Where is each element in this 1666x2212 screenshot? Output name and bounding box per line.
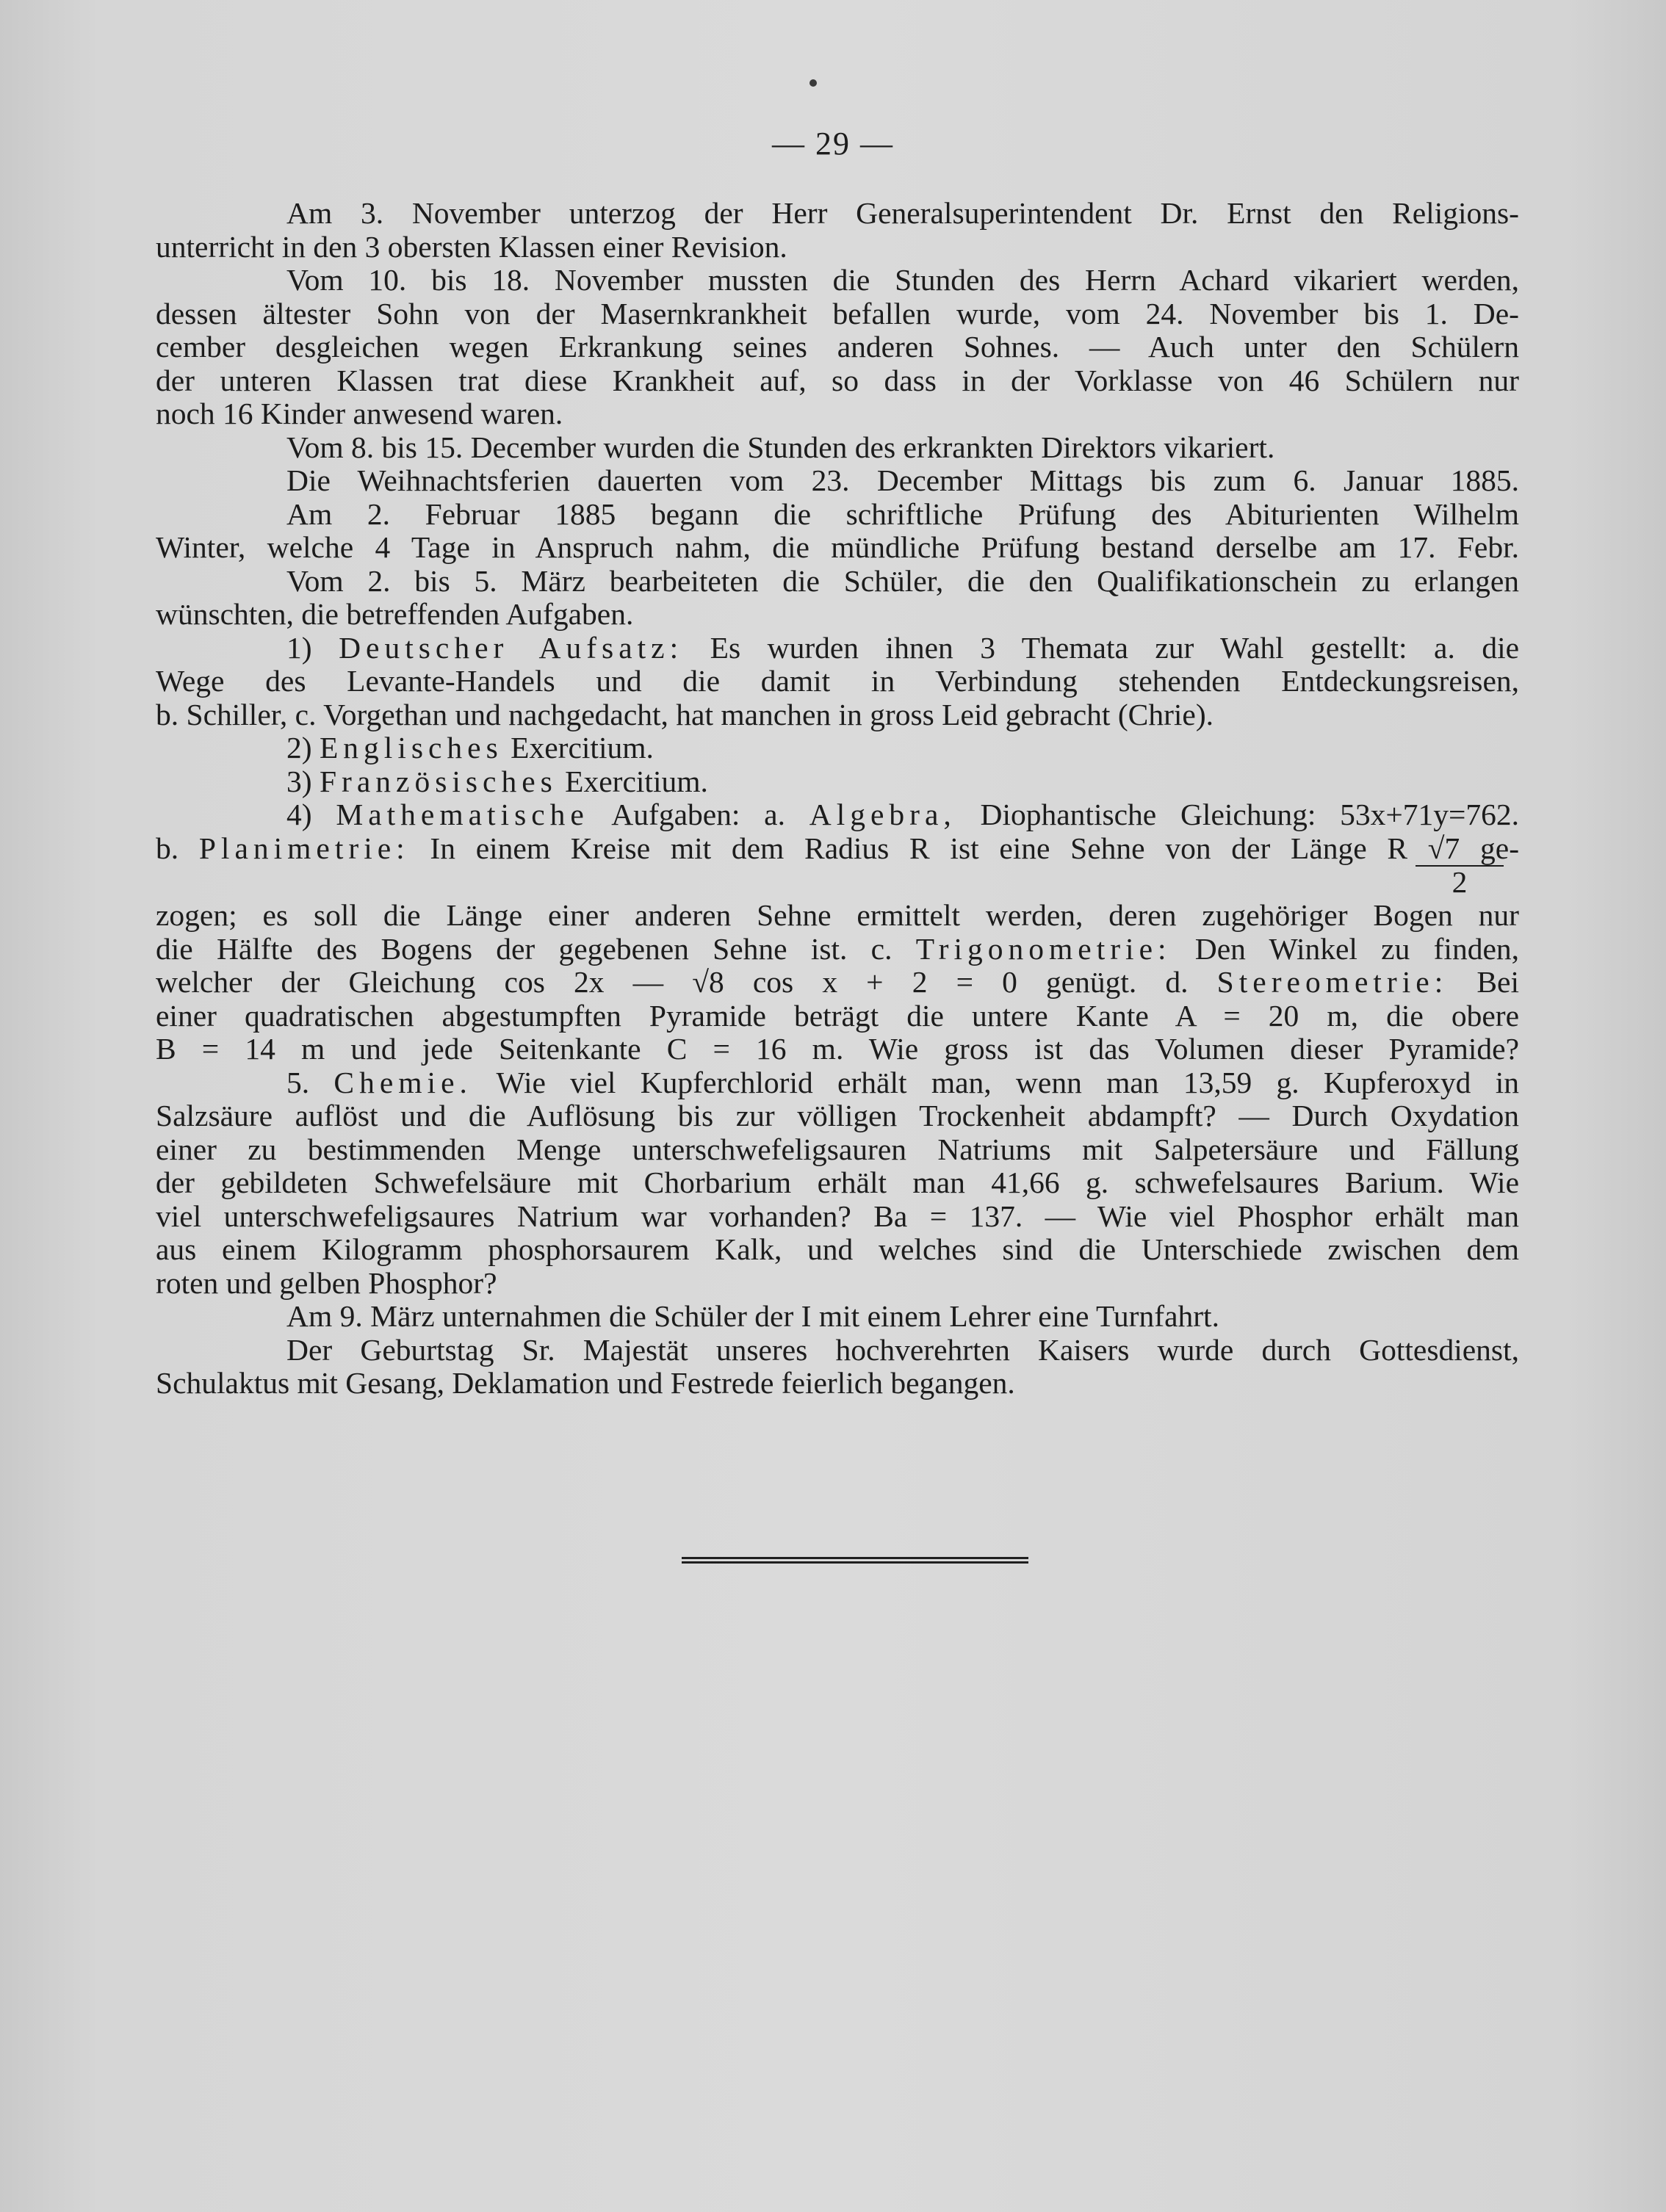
page-number: — 29 — [772, 126, 894, 162]
text-line: Die Weihnachtsferien dauerten vom 23. December Mittags bis zum 6. Januar 1885. [286, 463, 1519, 497]
subject-heading: Mathematische [336, 798, 589, 831]
item-number: 1) [286, 630, 312, 665]
text-line: Schulaktus mit Gesang, Deklamation und Festrede feierlich begangen. [156, 1366, 1015, 1400]
text-line: zogen; es soll die Länge einer anderen Sehne ermittelt werden, deren zugehöriger Bogen nur [156, 898, 1519, 932]
text-line: Wege des Levante-Handels und die damit in Verbindung stehenden Entdeckungsreisen, [156, 664, 1519, 698]
text-line: Salzsäure auflöst und die Auflösung bis zur völligen Trockenheit abdampft? — Durch Oxydation [156, 1099, 1519, 1132]
text-line: Vom 10. bis 18. November mussten die Stunden des Herrn Achard vikariert werden, [286, 263, 1519, 297]
line-text: welcher der Gleichung cos 2x — √8 cos x + 2 = 0 genügt. d. [156, 965, 1189, 999]
text-line: b. Schiller, c. Vorgethan und nachgedacht, hat manchen in gross Leid gebracht (Chrie). [156, 697, 1214, 731]
item-letter: b. [156, 831, 179, 865]
print-speck [809, 79, 817, 87]
text-line: B = 14 m und jede Seitenkante C = 16 m. Wie gross ist das Volumen dieser Pyramide? [156, 1032, 1519, 1066]
line-text: Es wurden ihnen 3 Themata zur Wahl gestellt: a. die [710, 630, 1520, 665]
body-text [156, 197, 1519, 1400]
text-line: Am 2. Februar 1885 begann die schriftliche Prüfung des Abiturienten Wilhelm [286, 496, 1519, 531]
section-divider-rule [682, 1557, 1028, 1564]
text-line [156, 632, 1519, 665]
subject-heading: Stereometrie: [1216, 965, 1449, 999]
text-line: der unteren Klassen trat diese Krankheit auf, so dass in der Vorklasse von 46 Schülern nur [156, 363, 1519, 397]
text-line: Vom 2. bis 5. März bearbeiteten die Schüler, die den Qualifikationschein zu erlangen [286, 563, 1519, 598]
text-line: cember desgleichen wegen Erkrankung seines anderen Sohnes. — Auch unter den Schülern [156, 330, 1519, 364]
subject-heading: Chemie. [333, 1065, 472, 1099]
line-text: die Hälfte des Bogens der gegebenen Sehne ist. c. [156, 931, 892, 966]
text-line [156, 798, 1519, 832]
text-line: Am 3. November unterzog der Herr Generalsuperintendent Dr. Ernst den Religions- [286, 196, 1519, 230]
text-line: wünschten, die betreffenden Aufgaben. [156, 597, 634, 631]
line-text: Exercitium. [565, 764, 708, 798]
fraction-denominator: 2 [1416, 865, 1504, 897]
item-number: 5. [286, 1065, 310, 1099]
text-line: noch 16 Kinder anwesend waren. [156, 397, 563, 430]
line-text: Exercitium. [511, 731, 654, 765]
subject-heading: Französisches [319, 764, 558, 798]
text-line: Am 9. März unternahmen die Schüler der I mit einem Lehrer eine Turnfahrt. [286, 1299, 1219, 1333]
item-number: 3) [286, 764, 312, 798]
text-line [156, 731, 1519, 765]
line-text: Den Winkel zu finden, [1194, 931, 1520, 966]
text-line [156, 1066, 1519, 1100]
text-line: einer zu bestimmenden Menge unterschwefeligsauren Natriums mit Salpetersäure und Fällung [156, 1132, 1519, 1166]
line-text: In einem Kreise mit dem Radius R ist eine Sehne von der Länge R √7 ge- [430, 831, 1520, 865]
text-line [156, 966, 1519, 1000]
text-line: Vom 8. bis 15. December wurden die Stunden des erkrankten Direktors vikariert. [286, 430, 1275, 464]
text-line: viel unterschwefeligsaures Natrium war vorhanden? Ba = 137. — Wie viel Phosphor erhält man [156, 1199, 1519, 1233]
line-text: Aufgaben: a. [611, 798, 785, 831]
item-number: 4) [286, 798, 312, 831]
text-line [156, 832, 1519, 866]
text-line [156, 765, 1519, 799]
subject-heading: Deutscher Aufsatz: [339, 630, 684, 665]
text-line: roten und gelben Phosphor? [156, 1265, 497, 1300]
line-text: Bei [1476, 965, 1519, 999]
text-line: einer quadratischen abgestumpften Pyramide beträgt die untere Kante A = 20 m, die obere [156, 998, 1519, 1033]
subject-heading: Algebra, [809, 798, 956, 831]
text-line: dessen ältester Sohn von der Masernkrankheit befallen wurde, vom 24. November bis 1. De- [156, 296, 1519, 330]
subject-heading: Trigonometrie: [915, 931, 1172, 966]
text-line: aus einem Kilogramm phosphorsaurem Kalk, und welches sind die Unterschiede zwischen dem [156, 1232, 1519, 1266]
subject-heading: Englisches [319, 731, 503, 765]
line-text: Diophantische Gleichung: 53x+71y=762. [980, 798, 1520, 831]
text-line [156, 933, 1519, 966]
line-text: Wie viel Kupferchlorid erhält man, wenn man 13,59 g. Kupferoxyd in [496, 1065, 1519, 1099]
text-line: Der Geburtstag Sr. Majestät unseres hochverehrten Kaisers wurde durch Gottesdienst, [286, 1332, 1519, 1367]
item-number: 2) [286, 731, 312, 765]
subject-heading: Planimetrie: [198, 831, 410, 865]
text-line: der gebildeten Schwefelsäure mit Chorbarium erhält man 41,66 g. schwefelsaures Barium. Wie [156, 1165, 1519, 1199]
fraction-row [156, 865, 1519, 899]
text-line: Winter, welche 4 Tage in Anspruch nahm, die mündliche Prüfung bestand derselbe am 17. Febr. [156, 530, 1519, 564]
text-line: unterricht in den 3 obersten Klassen einer Revision. [156, 229, 787, 264]
